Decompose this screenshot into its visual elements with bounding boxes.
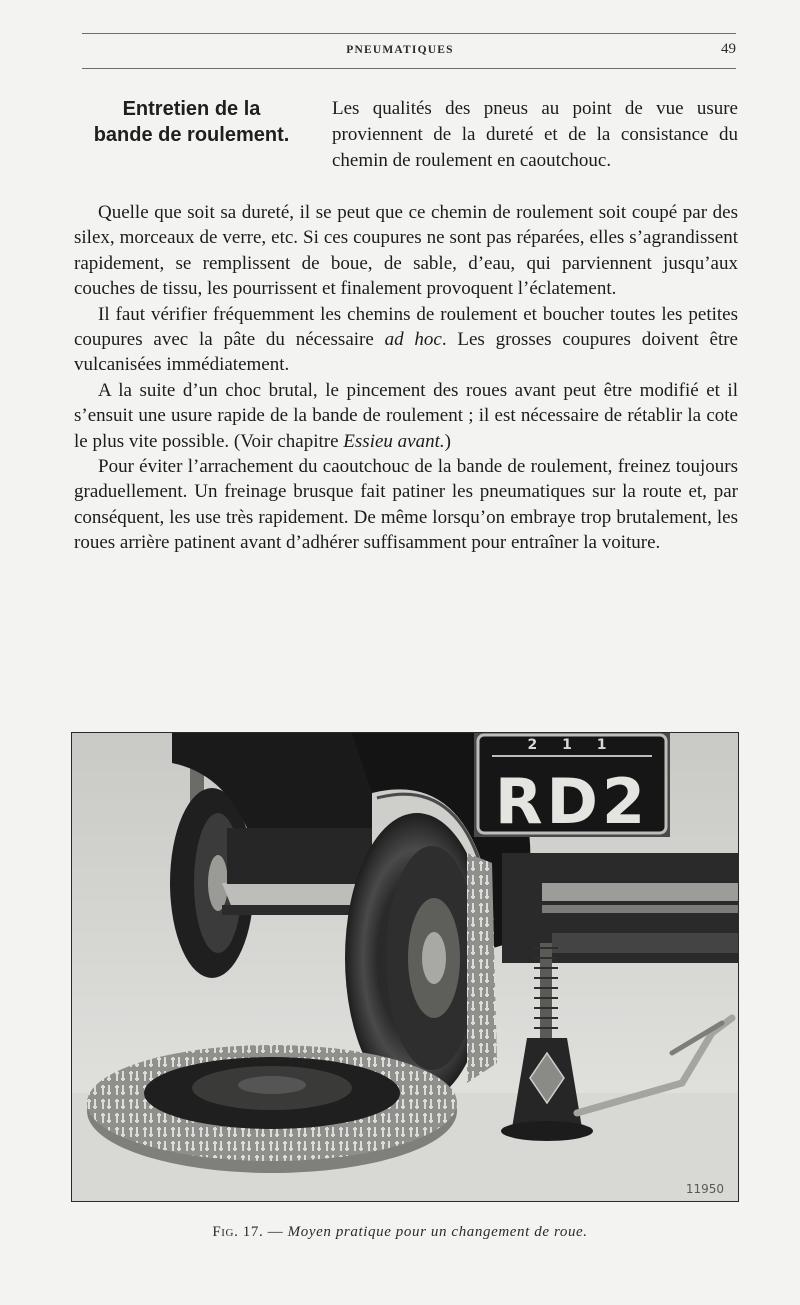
leaf-spring xyxy=(542,883,738,901)
paragraph-2 xyxy=(74,302,738,378)
header-rule-bottom xyxy=(82,68,736,69)
figure-photo xyxy=(71,732,739,1202)
paragraph-1-text: Quelle que soit sa dureté, il se peut que ce chemin de roulement soit coupé par des silex, morceaux de verre, etc. Si ces coupures ne sont pas réparées, elles s’agrandissent rapidement, se remplissent de boue, de sable, d’eau, qui parviennent jusqu’aux couches de tissu, les pourrissent et finalement provoquent l’éclatement. xyxy=(74,202,738,300)
paragraph-2-text-after: . Les grosses coupures doivent être vulcanisées immédiatement. xyxy=(74,329,738,376)
paragraph-2-italic: ad hoc xyxy=(384,329,442,351)
header-rule-top xyxy=(82,33,736,34)
paragraph-1 xyxy=(74,200,738,302)
paragraph-3-text-after: ) xyxy=(444,430,451,452)
running-board xyxy=(222,883,372,908)
section-side-heading xyxy=(74,96,309,148)
side-heading-line-2: bande de roulement. xyxy=(93,124,290,146)
figure-caption xyxy=(0,1224,800,1241)
running-title: PNEUMATIQUES xyxy=(346,44,454,56)
caption-dash: — xyxy=(267,1224,284,1240)
caption-label: Fig. 17. xyxy=(212,1224,264,1240)
side-heading-line-1: Entretien de la xyxy=(122,98,261,120)
body-text xyxy=(74,200,738,556)
caption-title: Moyen pratique pour un changement de roue. xyxy=(287,1224,588,1240)
paragraph-3-italic: Essieu avant. xyxy=(343,430,445,452)
paragraph-4 xyxy=(74,454,738,556)
paragraph-2-text-before: Il faut vérifier fréquemment les chemins de roulement et boucher toutes les petites coupures avec la pâte du nécessaire xyxy=(74,303,738,351)
photo-number: 11950 xyxy=(685,1182,724,1196)
wheel-hub xyxy=(422,932,446,984)
page-number: 49 xyxy=(721,41,736,57)
plate-number-text: RD2 xyxy=(494,765,650,838)
lead-paragraph: Les qualités des pneus au point de vue usure proviennent de la dureté et de la consistance du chemin de roulement en caoutchouc. xyxy=(332,98,738,171)
paragraph-4-text: Pour éviter l’arrachement du caoutchouc de la bande de roulement, freinez toujours graduellement. Un freinage brusque fait patiner les pneumatiques sur la route et, par conséquent, les use très rapidement. De même lorsqu’on embraye trop brutalement, les roues arrière patinent avant d’adhérer suffisamment pour entraîner la voiture. xyxy=(74,456,738,554)
rear-tire-tread xyxy=(467,853,497,1083)
car-wheel-change-illustration xyxy=(72,733,738,1201)
paragraph-3-text-before: A la suite d’un choc brutal, le pincement des roues avant peut être modifié et il s’ensuit une usure rapide de la bande de roulement ; il est nécessaire de rétablir la cote le plus vite possible. (Voir chapitre xyxy=(74,379,738,452)
plate-top-text: 2 1 1 xyxy=(527,737,617,753)
paragraph-3 xyxy=(74,378,738,454)
